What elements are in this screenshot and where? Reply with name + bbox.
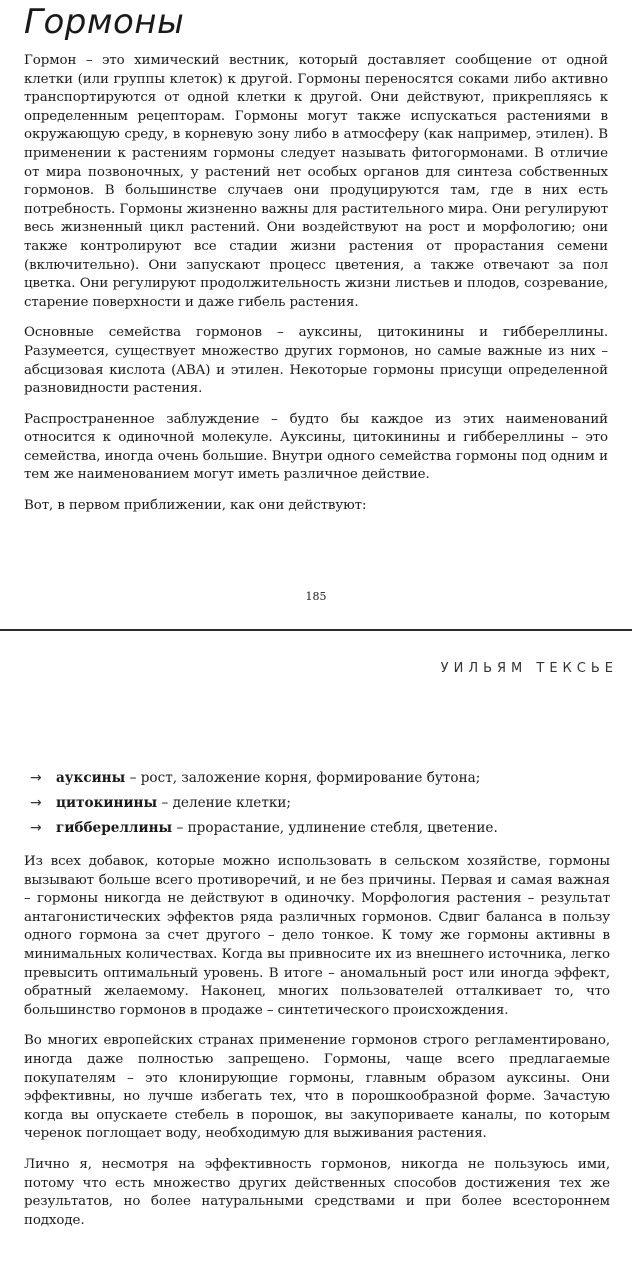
arrow-right-icon: → [30,795,42,811]
paragraph-personal-view: Лично я, несмотря на эффективность гормонов, никогда не пользуюсь ими, потому что есть множество других действенных способов достижения тех же результатов, но более натуральными средствами и при более всестороннем подходе. [24,1156,610,1228]
paragraph-list-intro: Вот, в первом приближении, как они действуют: [24,498,367,514]
arrow-right-icon: → [30,770,42,786]
list-item [30,794,620,812]
book-page-186 [0,631,632,1280]
paragraph-regulation: Во многих европейских странах применение гормонов строго регламентировано, иногда даже полностью запрещено. Гормоны, чаще всего предлагаемые покупателям – это клонирующие гормоны, главным образом ауксины. Они эффективны, но лучше избегать тех, что в порошкообразной форме. Зачастую когда вы опускаете стебель в порошок, вы закупориваете каналы, по которым черенок поглощает воду, необходимую для выживания растения. [24,1033,610,1142]
paragraph-hormone-definition: Гормон – это химический вестник, который доставляет сообщение от одной клетки (или группы клеток) к другой. Гормоны переносятся соками либо активно транспортируются от одной клетки к другой. Они действуют, прикрепляясь к определенным рецепторам. Гормоны могут также испускаться растениями в окружающую среду, в корневую зону либо в атмосферу (как например, этилен). В применении к растениям гормоны следует называть фитогормонами. В отличие от мира позвоночных, у растений нет особых органов для синтеза собственных гормонов. В большинстве случаев они продуцируются там, где в них есть потребность. Гормоны жизненно важны для растительного мира. Они регулируют весь жизненный цикл растений. Они воздействуют на рост и морфологию; они также контролируют все стадии жизни растения от прорастания семени (включительно). Они запускают процесс цветения, а также отвечают за пол цветка. Они регулируют продолжительность жизни листьев и плодов, созревание, старение поверхности и даже гибель растения. [24,53,608,310]
paragraph-controversy: Из всех добавок, которые можно использовать в сельском хозяйстве, гормоны вызывают больше всего противоречий, и не без причины. Первая и самая важная – гормоны никогда не действуют в одиночку. Морфология растения – результат антагонистических эффектов ряда различных гормонов. Сдвиг баланса в пользу одного гормона за счет другого – дело тонкое. К тому же гормоны активны в минимальных количествах. Когда вы привносите их из внешнего источника, легко превысить оптимальный уровень. В итоге – аномальный рост или иногда эффект, обратный желаемому. Наконец, многих пользователей отталкивает то, что большинство гормонов в продаже – синтетического происхождения. [24,854,610,1018]
paragraph-misconception: Распространенное заблуждение – будто бы каждое из этих наименований относится к одиночной молекуле. Ауксины, цитокинины и гиббереллины – это семейства, иногда очень большие. Внутри одного семейства гормоны под одним и тем же наименованием могут иметь различное действие. [24,411,608,483]
list-description: – деление клетки; [157,795,291,811]
list-item [30,819,620,837]
chapter-title: Гормоны [24,2,185,42]
list-term: цитокинины [56,795,158,811]
running-head-author: УИЛЬЯМ ТЕКСЬЕ [440,661,618,676]
hormone-action-list [30,769,620,844]
paragraph-hormone-families: Основные семейства гормонов – ауксины, цитокинины и гиббереллины. Разумеется, существует множество других гормонов, но самые важные из них – абсцизовая кислота (ABA) и этилен. Некоторые гормоны присущи определенной разновидности растения. [24,325,608,397]
list-description: – рост, заложение корня, формирование бутона; [125,770,481,786]
page-186-body [24,853,610,1242]
page-number: 185 [305,590,327,603]
list-description: – прорастание, удлинение стебля, цветение. [172,820,498,836]
list-item [30,769,620,787]
list-term: ауксины [56,770,126,786]
book-page-185 [0,0,632,628]
page-185-body [24,52,608,528]
arrow-right-icon: → [30,820,42,836]
list-term: гиббереллины [56,820,173,836]
